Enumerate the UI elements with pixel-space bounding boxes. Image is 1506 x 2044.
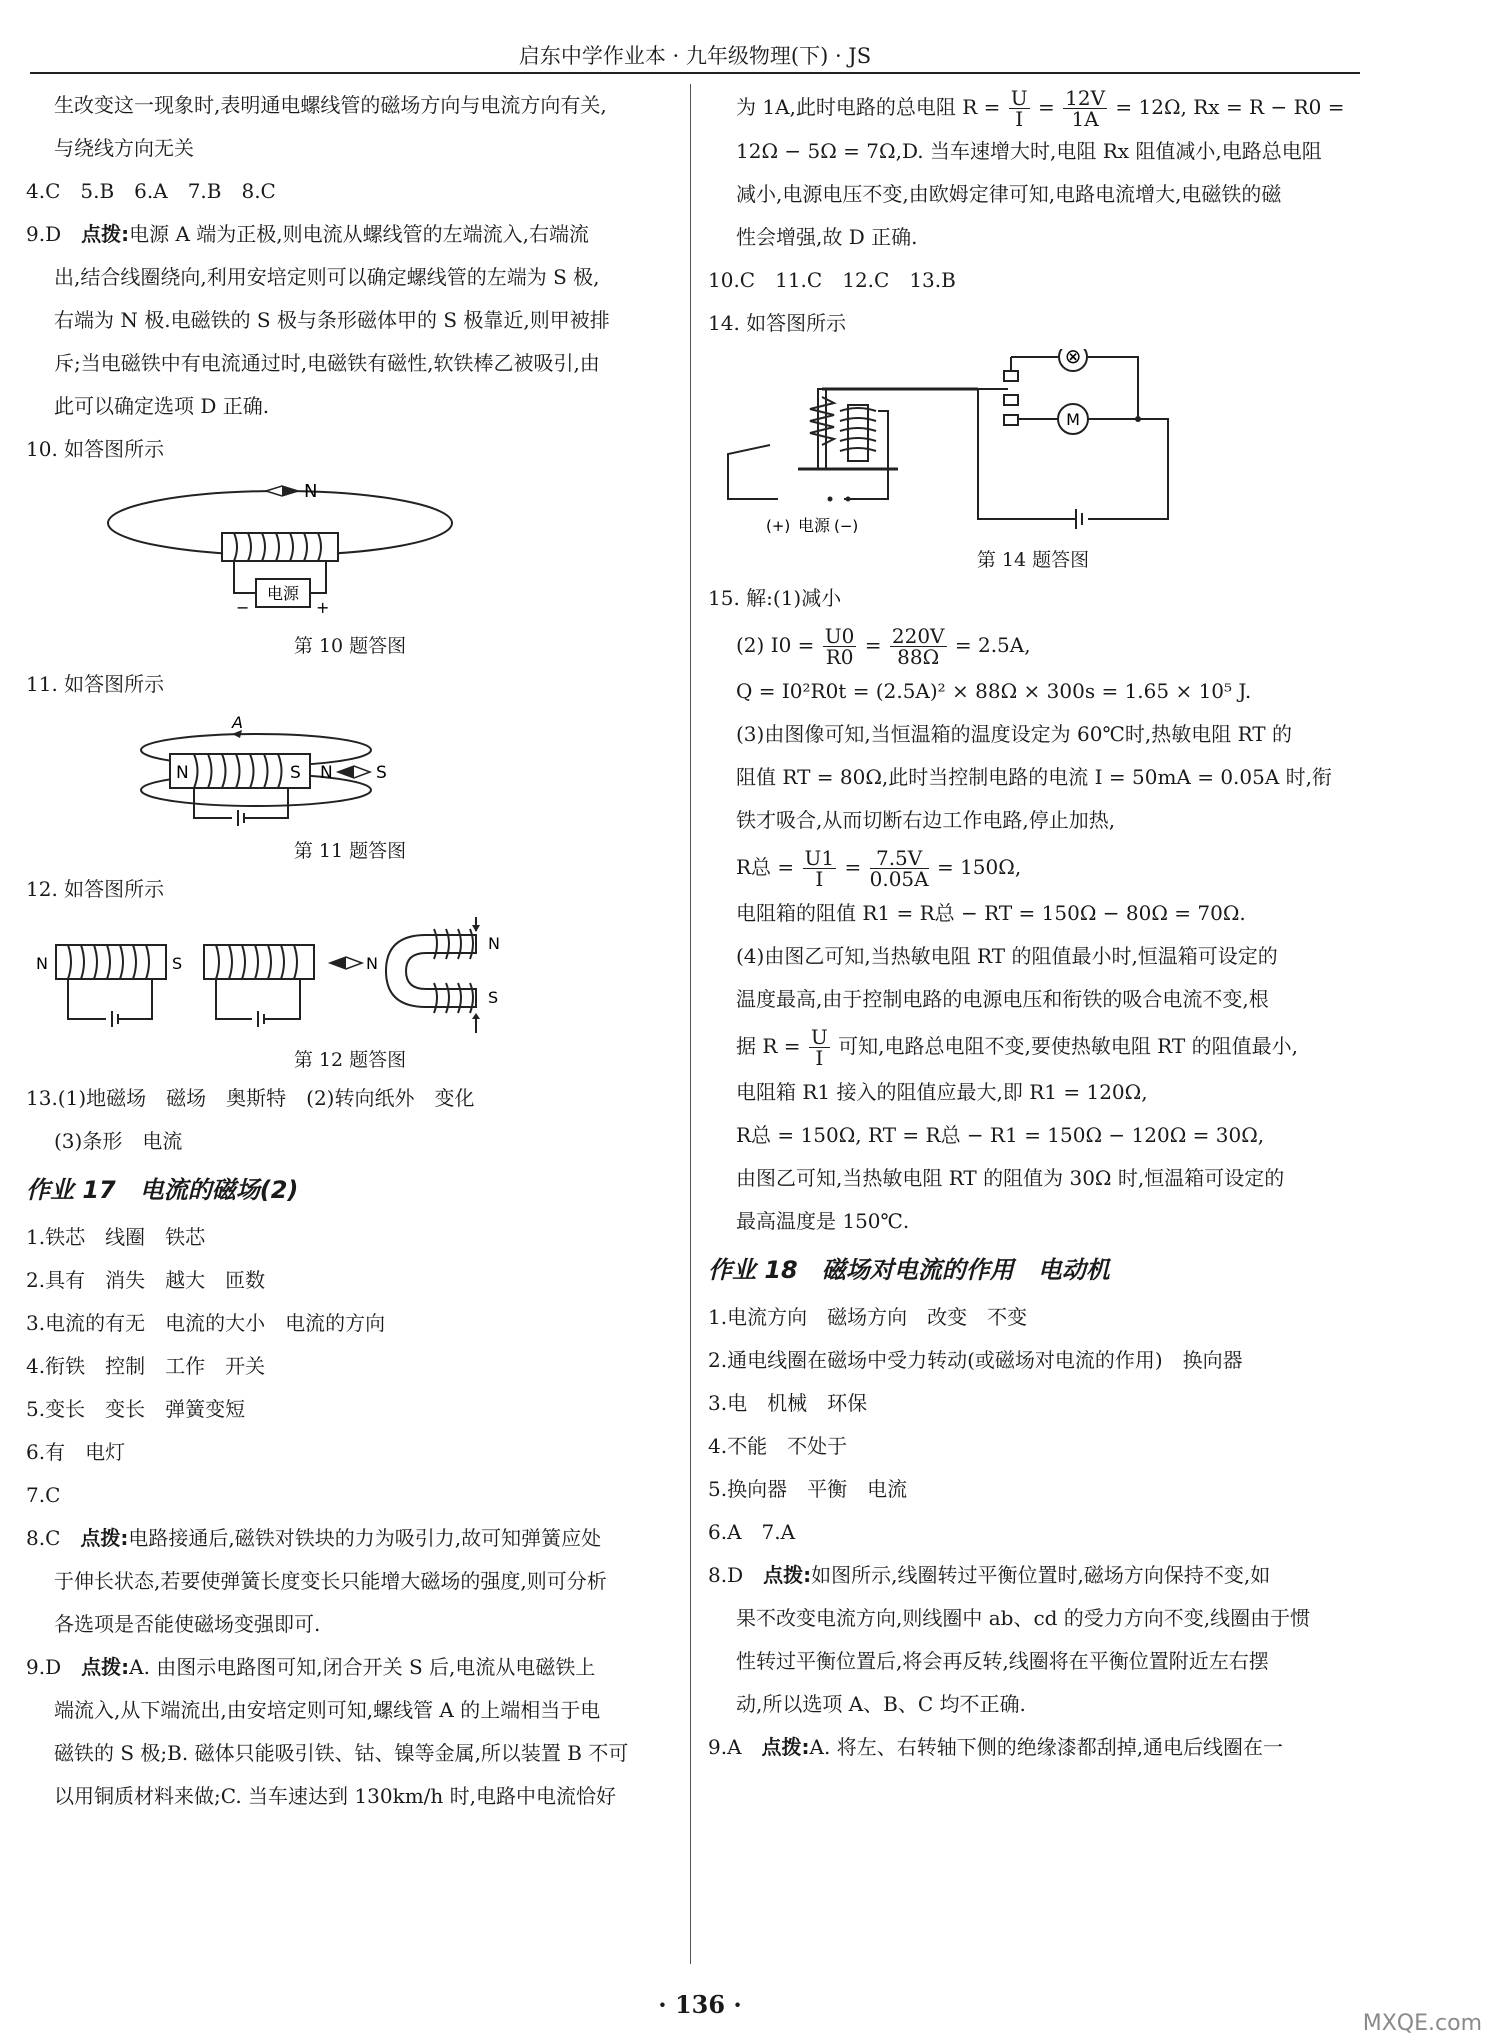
text-line: 端流入,从下端流出,由安培定则可知,螺线管 A 的上端相当于电 [54, 1698, 601, 1722]
denominator: 0.05A [869, 867, 929, 891]
text-fragment: R总 = [736, 855, 801, 879]
formula-line [708, 620, 1358, 670]
denominator: I [1015, 107, 1024, 131]
numerator: U [810, 1025, 828, 1049]
hint-label: 点拨: [761, 1735, 810, 1759]
question-label: 12. 如答图所示 [26, 877, 165, 901]
question-number: 9.A [708, 1735, 742, 1759]
fraction [823, 626, 857, 667]
solenoid-diagram-12 [26, 915, 674, 1039]
text-line: 与绕线方向无关 [54, 136, 194, 160]
solenoid-diagram-10 [26, 475, 674, 625]
column-divider [690, 84, 691, 1964]
text-line: 温度最高,由于控制电路的电源电压和衔铁的吸合电流不变,根 [736, 987, 1269, 1011]
formula-line [708, 84, 1358, 130]
text-line: A. 将左、右转轴下侧的绝缘漆都刮掉,通电后线圈在一 [809, 1735, 1284, 1759]
numerator: U [1010, 86, 1028, 110]
needle-north-label: N [366, 954, 378, 973]
hint-label: 点拨: [81, 1655, 130, 1679]
denominator: I [815, 867, 824, 891]
answer-line: 3.电流的有无 电流的大小 电流的方向 [26, 1311, 386, 1335]
text-line: 由图乙可知,当热敏电阻 RT 的阻值为 30Ω 时,恒温箱可设定的 [736, 1166, 1285, 1190]
formula-line [708, 1021, 1358, 1071]
hint-label: 点拨: [80, 1526, 129, 1550]
text-line: 斥;当电磁铁中有电流通过时,电磁铁有磁性,软铁棒乙被吸引,由 [54, 351, 600, 375]
section-heading: 作业 18 磁场对电流的作用 电动机 [708, 1256, 1110, 1284]
formula-line: Q = I0²R0t = (2.5A)² × 88Ω × 300s = 1.65 × 10⁵ J. [736, 679, 1252, 703]
text-line: 最高温度是 150℃. [736, 1209, 910, 1233]
figure-caption: 第 14 题答图 [976, 549, 1090, 571]
fraction [809, 1027, 830, 1068]
text-line: 电阻箱 R1 接入的阻值应最大,即 R1 = 120Ω, [736, 1080, 1148, 1104]
figure-11 [26, 710, 674, 830]
plus-sign: + [316, 598, 330, 617]
text-line: 此可以确定选项 D 正确. [54, 394, 270, 418]
text-line: 右端为 N 极.电磁铁的 S 极与条形磁体甲的 S 极靠近,则甲被排 [54, 308, 610, 332]
text-fragment: 可知,电路总电阻不变,要使热敏电阻 RT 的阻值最小, [831, 1034, 1298, 1058]
text-line: 12Ω − 5Ω = 7Ω,D. 当车速增大时,电阻 Rx 阻值减小,电路总电阻 [736, 139, 1322, 163]
answer-line: 5.换向器 平衡 电流 [708, 1477, 908, 1501]
north-label: N [36, 954, 48, 973]
text-fragment: 为 1A,此时电路的总电阻 R = [736, 95, 1007, 119]
text-line: 如图所示,线圈转过平衡位置时,磁场方向保持不变,如 [811, 1563, 1271, 1587]
figure-12 [26, 915, 674, 1039]
point-a-label: A [232, 713, 243, 732]
answer-line: 13.(1)地磁场 磁场 奥斯特 (2)转向纸外 变化 [26, 1086, 475, 1110]
text-line: 出,结合线圈绕向,利用安培定则可以确定螺线管的左端为 S 极, [54, 265, 600, 289]
fraction [803, 848, 837, 889]
positive-terminal-label: (+) [766, 517, 791, 535]
text-fragment: 据 R = [736, 1034, 807, 1058]
text-line: 生改变这一现象时,表明通电螺线管的磁场方向与电流方向有关, [54, 93, 607, 117]
south-label: S [172, 954, 183, 973]
question-number: 9.D [26, 1655, 62, 1679]
text-fragment: = 150Ω, [930, 855, 1022, 879]
answer-line: 2.具有 消失 越大 匝数 [26, 1268, 266, 1292]
formula-line [708, 842, 1358, 892]
text-line: 以用铜质材料来做;C. 当车速达到 130km/h 时,电路中电流恰好 [54, 1784, 616, 1808]
denominator: 88Ω [897, 645, 940, 669]
section-heading: 作业 17 电流的磁场(2) [26, 1176, 299, 1204]
minus-sign: − [236, 598, 250, 617]
text-fragment: = 2.5A, [948, 633, 1031, 657]
text-line: 性转过平衡位置后,将会再反转,线圈将在平衡位置附近左右摆 [736, 1649, 1269, 1673]
answer-line: (3)条形 电流 [54, 1129, 183, 1153]
relay-circuit-diagram-14 [708, 349, 1358, 539]
question-number: 8.C [26, 1526, 61, 1550]
question-number: 9.D [26, 222, 62, 246]
answer-line: 10.C 11.C 12.C 13.B [708, 268, 956, 292]
text-line: 各选项是否能使磁场变强即可. [54, 1612, 321, 1636]
fraction [870, 848, 929, 889]
power-source-label: 电源 [266, 584, 300, 603]
needle-north-label: N [320, 763, 333, 783]
text-line: 电源 A 端为正极,则电流从螺线管的左端流入,右端流 [129, 222, 589, 246]
left-column [26, 84, 674, 1818]
text-line: 动,所以选项 A、B、C 均不正确. [736, 1692, 1026, 1716]
north-label: N [176, 763, 189, 783]
answer-line: 15. 解:(1)减小 [708, 586, 842, 610]
page-header: 启东中学作业本 · 九年级物理(下) · JS [518, 44, 872, 68]
power-source-label: 电源 [798, 516, 831, 535]
question-label: 14. 如答图所示 [708, 311, 847, 335]
denominator: I [815, 1046, 824, 1070]
figure-caption: 第 12 题答图 [293, 1049, 407, 1071]
text-line: A. 由图示电路图可知,闭合开关 S 后,电流从电磁铁上 [129, 1655, 596, 1679]
numerator: 220V [891, 624, 945, 648]
formula-line: R总 = 150Ω, RT = R总 − R1 = 150Ω − 120Ω = 30Ω, [736, 1123, 1265, 1147]
lamp-symbol: ⊗ [1064, 349, 1082, 368]
figure-10 [26, 475, 674, 625]
hint-label: 点拨: [763, 1563, 812, 1587]
text-line: (3)由图像可知,当恒温箱的温度设定为 60℃时,热敏电阻 RT 的 [736, 722, 1292, 746]
text-line: 电阻箱的阻值 R1 = R总 − RT = 150Ω − 80Ω = 70Ω. [736, 901, 1246, 925]
equals: = [1031, 95, 1062, 119]
question-number: 8.D [708, 1563, 744, 1587]
text-fragment: = 12Ω, Rx = R − R0 = [1109, 95, 1345, 119]
question-label: 11. 如答图所示 [26, 672, 165, 696]
answer-line: 6.有 电灯 [26, 1440, 126, 1464]
question-label: 10. 如答图所示 [26, 437, 165, 461]
south-label-2: S [488, 988, 499, 1007]
denominator: 1A [1071, 107, 1099, 131]
hint-label: 点拨: [81, 222, 130, 246]
watermark: MXQE.com [1362, 2011, 1482, 2036]
text-line: 果不改变电流方向,则线圈中 ab、cd 的受力方向不变,线圈由于惯 [736, 1606, 1311, 1630]
figure-14 [708, 349, 1358, 539]
page-number: · 136 · [658, 1990, 742, 2019]
figure-caption: 第 10 题答图 [293, 635, 407, 657]
text-line: 电路接通后,磁铁对铁块的力为吸引力,故可知弹簧应处 [128, 1526, 602, 1550]
answer-line: 1.铁芯 线圈 铁芯 [26, 1225, 206, 1249]
numerator: U1 [804, 846, 835, 870]
fraction [1063, 88, 1107, 129]
text-line: (4)由图乙可知,当热敏电阻 RT 的阻值最小时,恒温箱可设定的 [736, 944, 1278, 968]
text-fragment: (2) I0 = [736, 633, 821, 657]
needle-south-label: S [376, 763, 387, 783]
header-rule [30, 72, 1360, 74]
text-line: 减小,电源电压不变,由欧姆定律可知,电路电流增大,电磁铁的磁 [736, 182, 1282, 206]
equals: = [858, 633, 888, 657]
south-label: S [290, 763, 301, 783]
fraction [890, 626, 947, 667]
denominator: R0 [825, 645, 854, 669]
answer-line: 2.通电线圈在磁场中受力转动(或磁场对电流的作用) 换向器 [708, 1348, 1243, 1372]
numerator: U0 [824, 624, 855, 648]
answer-line: 4.C 5.B 6.A 7.B 8.C [26, 179, 276, 203]
text-line: 于伸长状态,若要使弹簧长度变长只能增大磁场的强度,则可分析 [54, 1569, 607, 1593]
text-line: 性会增强,故 D 正确. [736, 225, 918, 249]
figure-caption: 第 11 题答图 [293, 840, 407, 862]
negative-terminal-label: (−) [834, 517, 859, 535]
north-label-2: N [488, 934, 500, 953]
fraction [1009, 88, 1030, 129]
north-label: N [304, 481, 318, 502]
numerator: 12V [1065, 86, 1106, 110]
answer-line: 6.A 7.A [708, 1520, 796, 1544]
text-line: 阻值 RT = 80Ω,此时当控制电路的电流 I = 50mA = 0.05A 时,衔 [736, 765, 1333, 789]
solenoid-diagram-11 [26, 710, 674, 830]
answer-line: 4.不能 不处于 [708, 1434, 848, 1458]
answer-line: 1.电流方向 磁场方向 改变 不变 [708, 1305, 1028, 1329]
answer-line: 7.C [26, 1483, 61, 1507]
answer-line: 5.变长 变长 弹簧变短 [26, 1397, 246, 1421]
text-line: 磁铁的 S 极;B. 磁体只能吸引铁、钴、镍等金属,所以装置 B 不可 [54, 1741, 629, 1765]
numerator: 7.5V [870, 848, 929, 869]
motor-symbol: M [1066, 410, 1080, 429]
answer-line: 3.电 机械 环保 [708, 1391, 868, 1415]
answer-line: 4.衔铁 控制 工作 开关 [26, 1354, 266, 1378]
equals: = [838, 855, 868, 879]
text-line: 铁才吸合,从而切断右边工作电路,停止加热, [736, 808, 1116, 832]
right-column [708, 84, 1358, 1769]
